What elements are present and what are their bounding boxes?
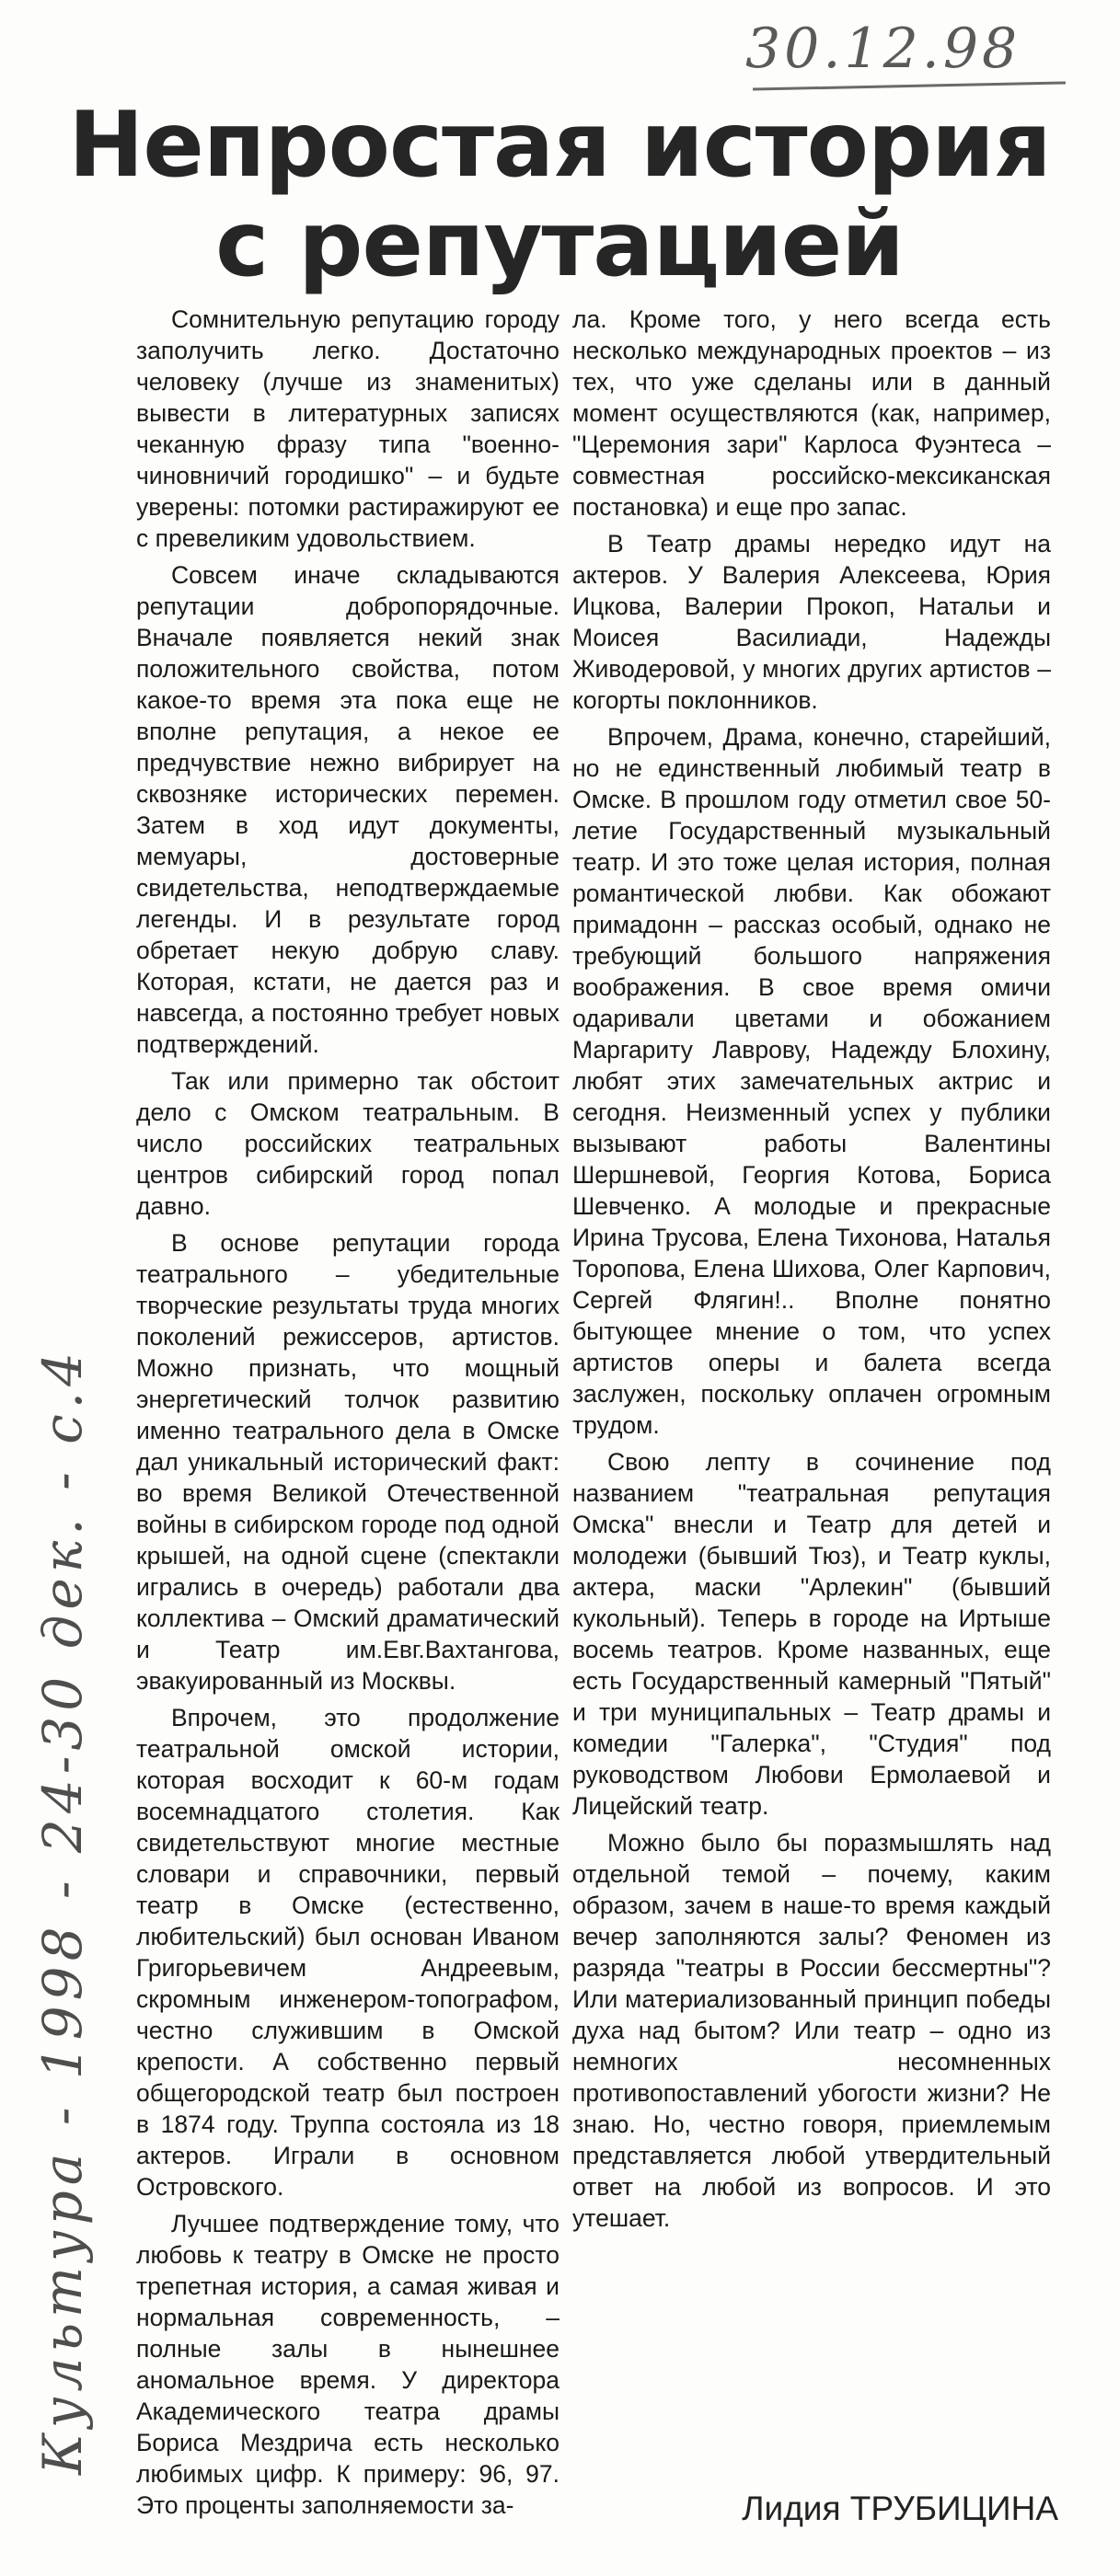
article-column-left	[136, 304, 560, 2530]
author-signature: Лидия ТРУБИЦИНА	[742, 2490, 1058, 2527]
handwritten-source-note: Культура - 1998 - 24-30 дек. - с.4	[31, 1346, 94, 2475]
paragraph: Впрочем, Драма, конечно, старейший, но не единственный любимый театр в Омске. В прошлом году отметил свое 50-летие Государственный музыкальный театр. И это тоже целая история, полная романтической любви. Как обожают примадонн – рассказ особый, однако не требующий большого напряжения воображения. В свое время омичи одаривали цветами и обожанием Маргариту Лаврову, Надежду Блохину, любят этих замечательных актрис и сегодня. Неизменный успех у публики вызывают работы Валентины Шершневой, Георгия Котова, Бориса Шевченко. А молодые и прекрасные Ирина Трусова, Елена Тихонова, Наталья Торопова, Елена Шихова, Олег Карпович, Сергей Флягин!.. Вполне понятно бытующее мнение о том, что успех артистов оперы и балета всегда заслужен, поскольку оплачен огромным трудом.	[572, 723, 1051, 1439]
headline-line-1: Непростая история	[68, 93, 1051, 198]
paragraph: Совсем иначе складываются репутации добропорядочные. Вначале появляется некий знак положительного свойства, потом какое-то время эта пока еще не вполне репутация, а некое ее предчувствие нежно вибрирует на сквозняке исторических перемен. Затем в ход идут документы, мемуары, достоверные свидетельства, неподтверждаемые легенды. И в результате город обретает некую добрую славу. Которая, кстати, не дается раз и навсегда, а постоянно требует новых подтверждений.	[136, 561, 560, 1058]
paragraph: Так или примерно так обстоит дело с Омском театральным. В число российских театральных центров сибирский город попал давно.	[136, 1067, 560, 1220]
paragraph: В Театр драмы нередко идут на актеров. У Валерия Алексеева, Юрия Ицкова, Валерии Прокоп, Натальи и Моисея Василиади, Надежды Живодеровой, у многих других артистов – когорты поклонников.	[572, 530, 1051, 714]
paragraph: Сомнительную репутацию городу заполучить легко. Достаточно человеку (лучше из знаменитых) вывести в литературных записях чеканную фразу типа "военно-чиновничий городишко" – и будьте уверены: потомки растиражируют ее с превеликим удовольствием.	[136, 305, 560, 552]
paragraph: Можно было бы поразмышлять над отдельной темой – почему, каким образом, зачем в наше-то время каждый вечер заполняются залы? Феномен из разряда "театры в России бессмертны"? Или материализованный принцип победы духа над бытом? Или театр – одно из немногих несомненных противопоставлений убогости жизни? Не знаю. Но, честно говоря, приемлемым представляется любой утвердительный ответ на любой из вопросов. И это утешает.	[572, 1829, 1051, 2232]
article-column-right	[572, 304, 1051, 2484]
date-underline	[753, 81, 1066, 90]
article-headline	[0, 93, 1119, 297]
paragraph: В основе репутации города театрального – убедительные творческие результаты труда многих поколений режиссеров, артистов. Можно признать, что мощный энергетический толчок развитию именно театрального дела в Омске дал уникальный исторический факт: во время Великой Отечественной войны в сибирском городе под одной крышей, на одной сцене (спектакли игрались в очередь) работали два коллектива – Омский драматический и Театр им.Евг.Вахтангова, эвакуированный из Москвы.	[136, 1229, 560, 1695]
paragraph: Свою лепту в сочинение под названием "театральная репутация Омска" внесли и Театр для детей и молодежи (бывший Тюз), и Театр куклы, актера, маски "Арлекин" (бывший кукольный). Теперь в городе на Иртыше восемь театров. Кроме названных, еще есть Государственный камерный "Пятый" и три муниципальных – Театр драмы и комедии "Галерка", "Студия" под руководством Любови Ермолаевой и Лицейский театр.	[572, 1448, 1051, 1820]
paragraph: Впрочем, это продолжение театральной омской истории, которая восходит к 60-м годам восемнадцатого столетия. Как свидетельствуют многие местные словари и справочники, первый театр в Омске (естественно, любительский) был основан Иваном Григорьевичем Андреевым, скромным инженером-топографом, честно служившим в Омской крепости. А собственно первый общегородской театр был построен в 1874 году. Труппа состояла из 18 актеров. Играли в основном Островского.	[136, 1704, 560, 2201]
handwritten-date: 30.12.98	[745, 17, 1021, 81]
paragraph: ла. Кроме того, у него всегда есть несколько международных проектов – из тех, что уже сделаны или в данный момент осуществляются (как, например, "Церемония зари" Карлоса Фуэнтеса – совместная российско-мексиканская постановка) и еще про запас.	[572, 305, 1051, 521]
paragraph: Лучшее подтверждение тому, что любовь к театру в Омске не просто трепетная история, а самая живая и нормальная современность, – полные залы в нынешнее аномальное время. У директора Академического театра драмы Бориса Мездрича есть несколько любимых цифр. К примеру: 96, 97. Это проценты заполняемости за-	[136, 2210, 560, 2519]
headline-line-2: с репутацией	[215, 192, 904, 297]
